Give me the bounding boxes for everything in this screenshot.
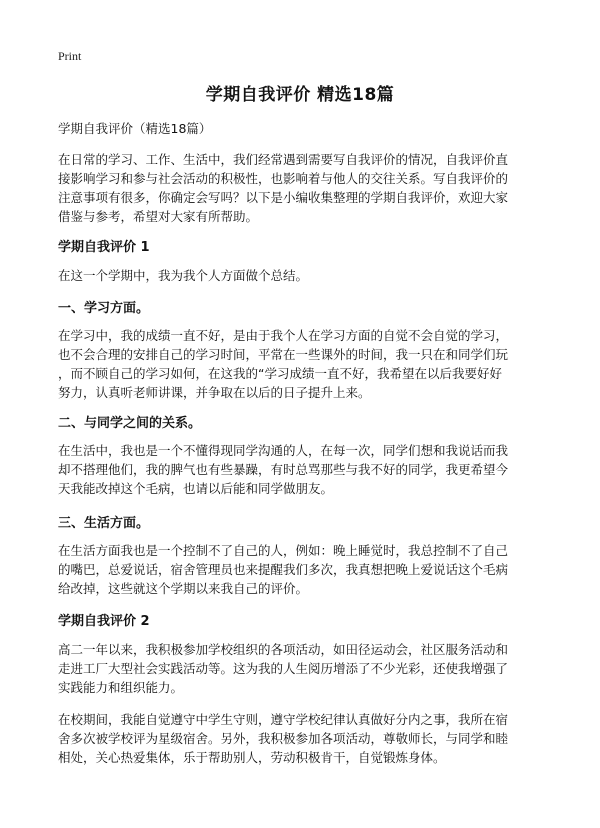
paragraph-line: 借鉴与参考，希望对大家有所帮助。 [58, 209, 259, 224]
paragraph-line: 高二一年以来，我积极参加学校组织的各项活动，如田径运动会，社区服务活动和 [58, 642, 509, 657]
section2-paragraph-2 [58, 710, 578, 767]
paragraph-line: 却不搭理他们，我的脾气也有些暴躁，有时总骂那些与我不好的同学，我更希望今 [58, 462, 509, 477]
section1-opening [58, 266, 578, 285]
intro-paragraph [58, 150, 578, 226]
paragraph-line: 走进工厂大型社会实践活动等。这为我的人生阅历增添了不少光彩，还使我增强了 [58, 661, 509, 676]
section1-heading: 学期自我评价 1 [58, 240, 150, 255]
paragraph-line: 在这一个学期中，我为我个人方面做个总结。 [58, 268, 309, 283]
paragraph-line: 在日常的学习、工作、生活中，我们经常遇到需要写自我评价的情况，自我评价直 [58, 152, 509, 167]
paragraph-line: 相处，关心热爱集体，乐于帮助别人，劳动积极肯干，自觉锻炼身体。 [58, 750, 446, 765]
classmates-heading: 二、与同学之间的关系。 [58, 416, 202, 431]
life-paragraph [58, 541, 578, 598]
document-subtitle [58, 119, 578, 138]
paragraph-line: 天我能改掉这个毛病，也请以后能和同学做朋友。 [58, 481, 334, 496]
study-heading: 一、学习方面。 [58, 301, 150, 316]
document-title: 学期自我评价 精选18篇 [205, 85, 395, 105]
section2-paragraph-1 [58, 640, 578, 697]
section2-heading: 学期自我评价 2 [58, 614, 150, 629]
paragraph-line: 努力，认真听老师讲课，并争取在以后的日子提升上来。 [58, 385, 371, 400]
classmates-paragraph [58, 441, 578, 498]
life-heading: 三、生活方面。 [58, 516, 150, 531]
paragraph-line: 在生活方面我也是一个控制不了自己的人，例如：晚上睡觉时，我总控制不了自己 [58, 543, 509, 558]
paragraph-line: 接影响学习和参与社会活动的积极性，也影响着与他人的交往关系。写自我评价的 [58, 171, 509, 186]
paragraph-line: 给改掉，这些就这个学期以来我自己的评价。 [58, 581, 309, 596]
paragraph-line: 舍多次被学校评为星级宿舍。另外，我积极参加各项活动，尊敬师长，与同学和睦 [58, 731, 509, 746]
paragraph-line: 实践能力和组织能力。 [58, 680, 184, 695]
paragraph-line: 的嘴巴，总爱说话，宿舍管理员也来提醒我们多次，我真想把晚上爱说话这个毛病 [58, 562, 509, 577]
paragraph-line: 也不会合理的安排自己的学习时间，平常在一些课外的时间，我一只在和同学们玩 [58, 347, 509, 362]
paragraph-line: 注意事项有很多，你确定会写吗？以下是小编收集整理的学期自我评价，欢迎大家 [58, 190, 509, 205]
paragraph-line: ，而不顾自己的学习如何，在这我的“学习成绩一直不好，我希望在以后我要好好 [58, 366, 502, 381]
subtitle-line: 学期自我评价（精选18篇） [58, 121, 212, 136]
study-paragraph [58, 326, 578, 402]
paragraph-line: 在校期间，我能自觉遵守中学生守则，遵守学校纪律认真做好分内之事，我所在宿 [58, 712, 509, 727]
print-link[interactable]: Print [58, 49, 82, 63]
paragraph-line: 在生活中，我也是一个不懂得现同学沟通的人，在每一次，同学们想和我说话而我 [58, 443, 509, 458]
paragraph-line: 在学习中，我的成绩一直不好，是由于我个人在学习方面的自觉不会自觉的学习， [58, 328, 509, 343]
